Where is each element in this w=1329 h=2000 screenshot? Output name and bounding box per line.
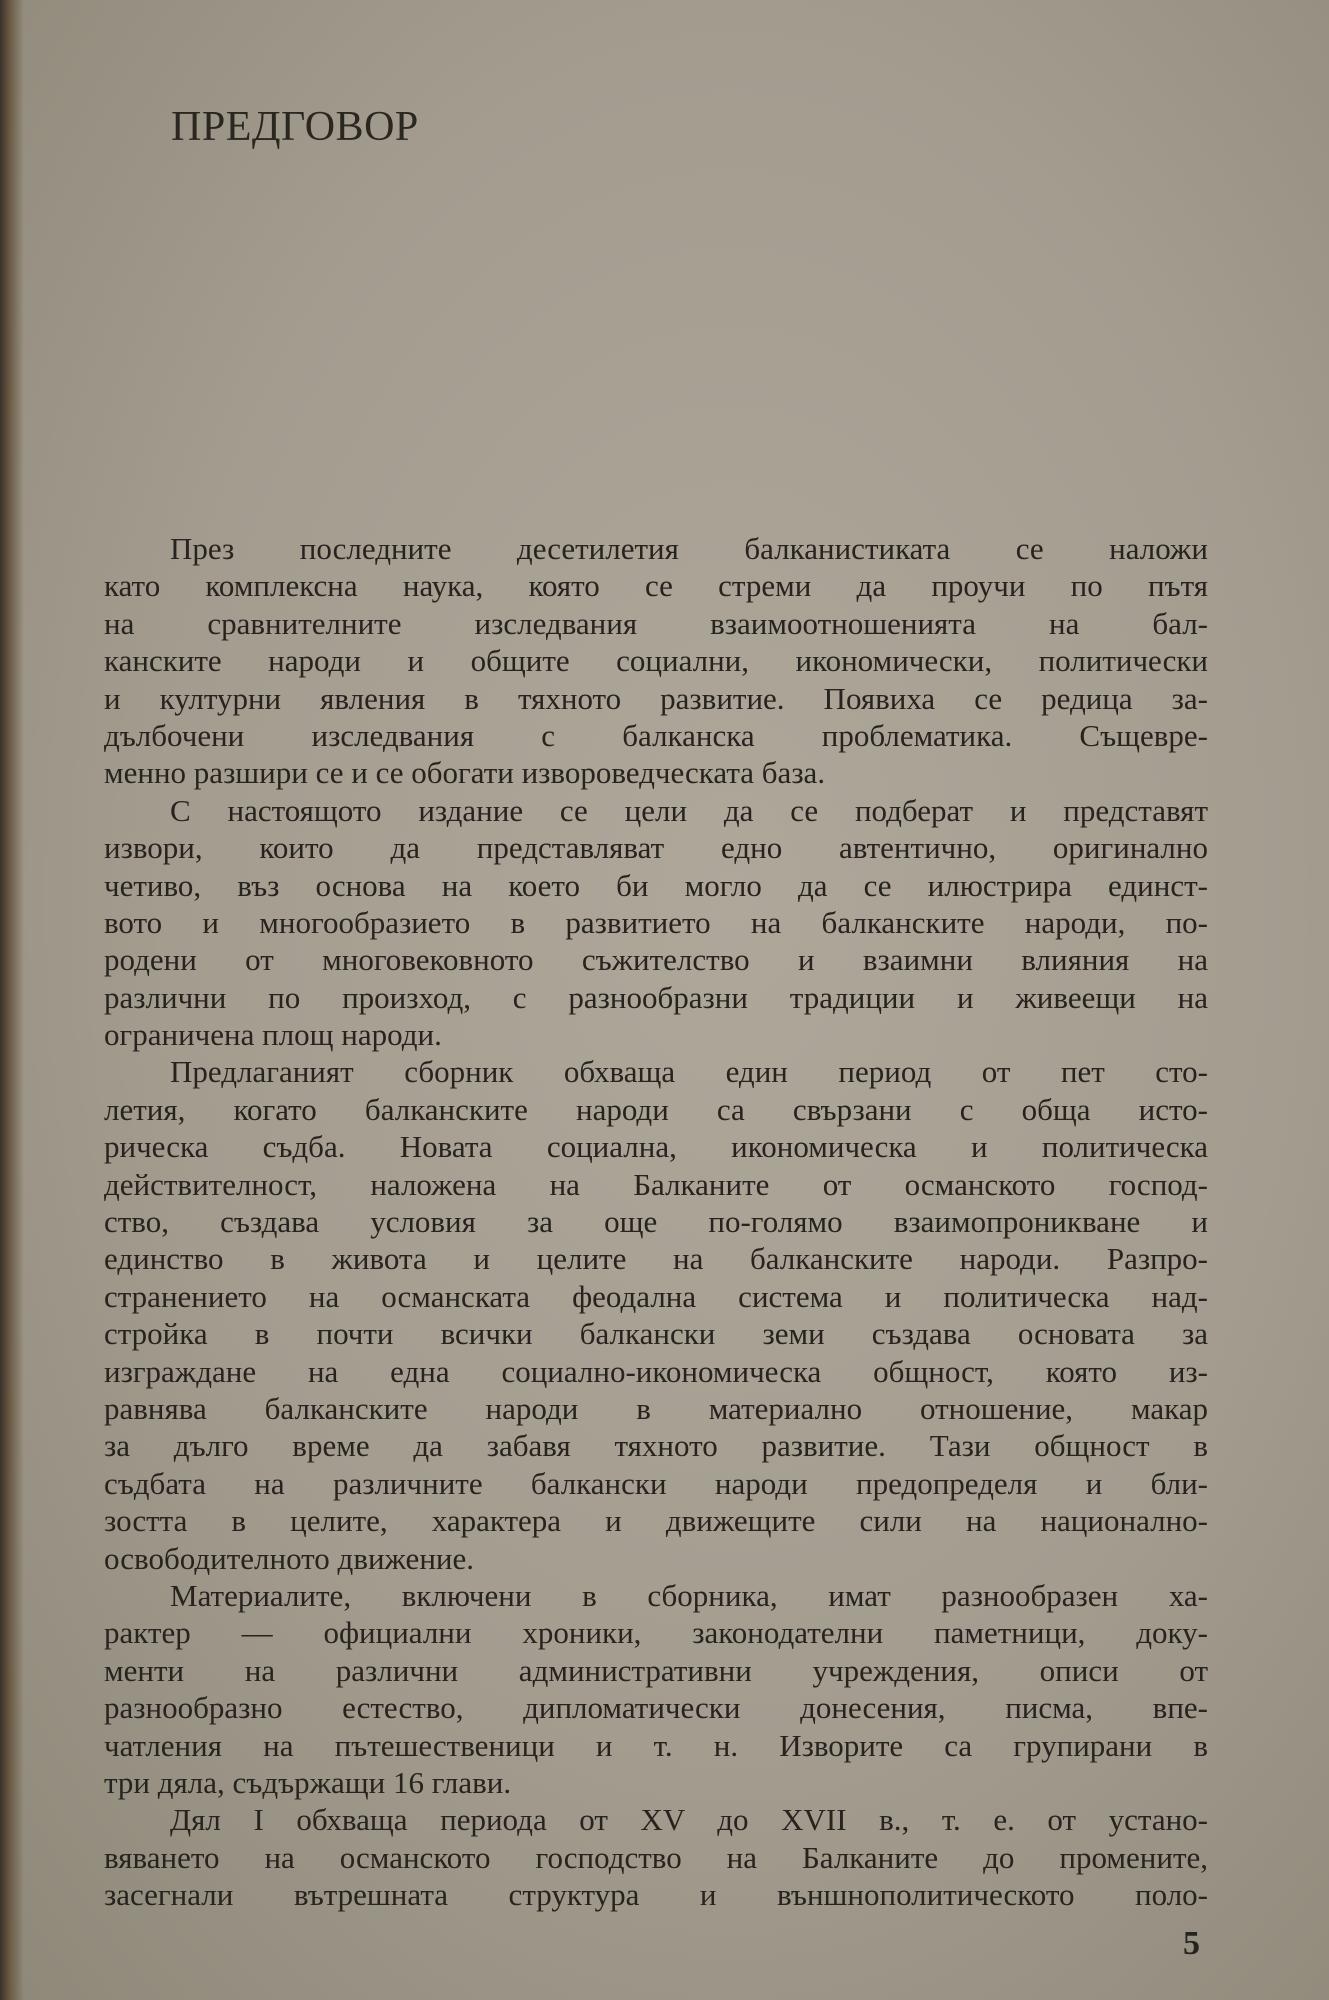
paragraph [104,1053,1208,1576]
page-number: 5 [1183,1925,1200,1962]
text-line: чатления на пътешественици и т. н. Изворите са групирани в [104,1727,1208,1763]
text-line: единство в живота и целите на балканските народи. Разпро- [104,1241,1208,1277]
text-line: канските народи и общите социални, икономически, политически [104,643,1208,679]
paragraph [104,792,1208,1054]
text-line: С настоящото издание се цели да се подберат и представят [170,792,1208,828]
text-line: рическа съдба. Новата социална, икономическа и политическа [104,1129,1208,1165]
text-line: равнява балканските народи в материално отношение, макар [104,1390,1208,1426]
text-line: вото и многообразието в развитието на балканските народи, по- [104,904,1208,940]
text-line: Материалите, включени в сборника, имат разнообразен ха- [170,1577,1208,1613]
text-line: зостта в целите, характера и движещите сили на национално- [104,1503,1208,1539]
body-text [104,530,1208,1913]
text-line: рактер — официални хроники, законодателни паметници, доку- [104,1615,1208,1651]
text-line: ство, създава условия за още по-голямо взаимопроникване и [104,1204,1208,1240]
text-line: четиво, въз основа на което би могло да се илюстрира единст- [104,867,1208,903]
paragraph [104,1577,1208,1801]
text-line: разнообразно естество, дипломатически донесения, писма, впе- [104,1690,1208,1726]
text-line: на сравнителните изследвания взаимоотношенията на бал- [104,605,1208,641]
text-line: три дяла, съдържащи 16 глави. [104,1764,512,1800]
text-line: Предлаганият сборник обхваща един период от пет сто- [170,1054,1208,1090]
paragraph [104,530,1208,792]
text-line: действителност, наложена на Балканите от османското господ- [104,1166,1208,1202]
text-line: менти на различни административни учреждения, описи от [104,1652,1208,1688]
text-line: стройка в почти всички балкански земи създава основата за [104,1316,1208,1352]
text-line: извори, които да представляват едно автентично, оригинално [104,830,1208,866]
text-line: и културни явления в тяхното развитие. Появиха се редица за- [104,680,1208,716]
text-line: освободителното движение. [104,1540,475,1576]
text-line: като комплексна наука, която се стреми да проучи по пътя [104,568,1208,604]
text-line: летия, когато балканските народи са свързани с обща исто- [104,1091,1208,1127]
text-line: ограничена площ народи. [104,1017,442,1053]
text-line: Дял I обхваща периода от XV до XVII в., т. е. от устано- [170,1802,1208,1838]
text-line: вяването на османското господство на Балканите до промените, [104,1839,1208,1875]
paragraph [104,1801,1208,1913]
text-line: дълбочени изследвания с балканска проблематика. Същевре- [104,717,1208,753]
text-line: изграждане на една социално-икономическа общност, която из- [104,1353,1208,1389]
text-line: съдбата на различните балкански народи предопределя и бли- [104,1465,1208,1501]
page-title: ПРЕДГОВОР [171,104,419,150]
spine-shadow [0,0,24,2000]
text-line: засегнали вътрешната структура и външнополитическото поло- [104,1877,1208,1913]
text-line: През последните десетилетия балканистиката се наложи [170,531,1208,566]
text-line: различни по произход, с разнообразни традиции и живеещи на [104,979,1208,1015]
text-line: менно разшири се и се обогати извороведческата база. [104,755,826,791]
text-line: за дълго време да забавя тяхното развитие. Тази общност в [104,1428,1208,1464]
text-line: родени от многовековното съжителство и взаимни влияния на [104,942,1208,978]
text-line: странението на османската феодална система и политическа над- [104,1278,1208,1314]
